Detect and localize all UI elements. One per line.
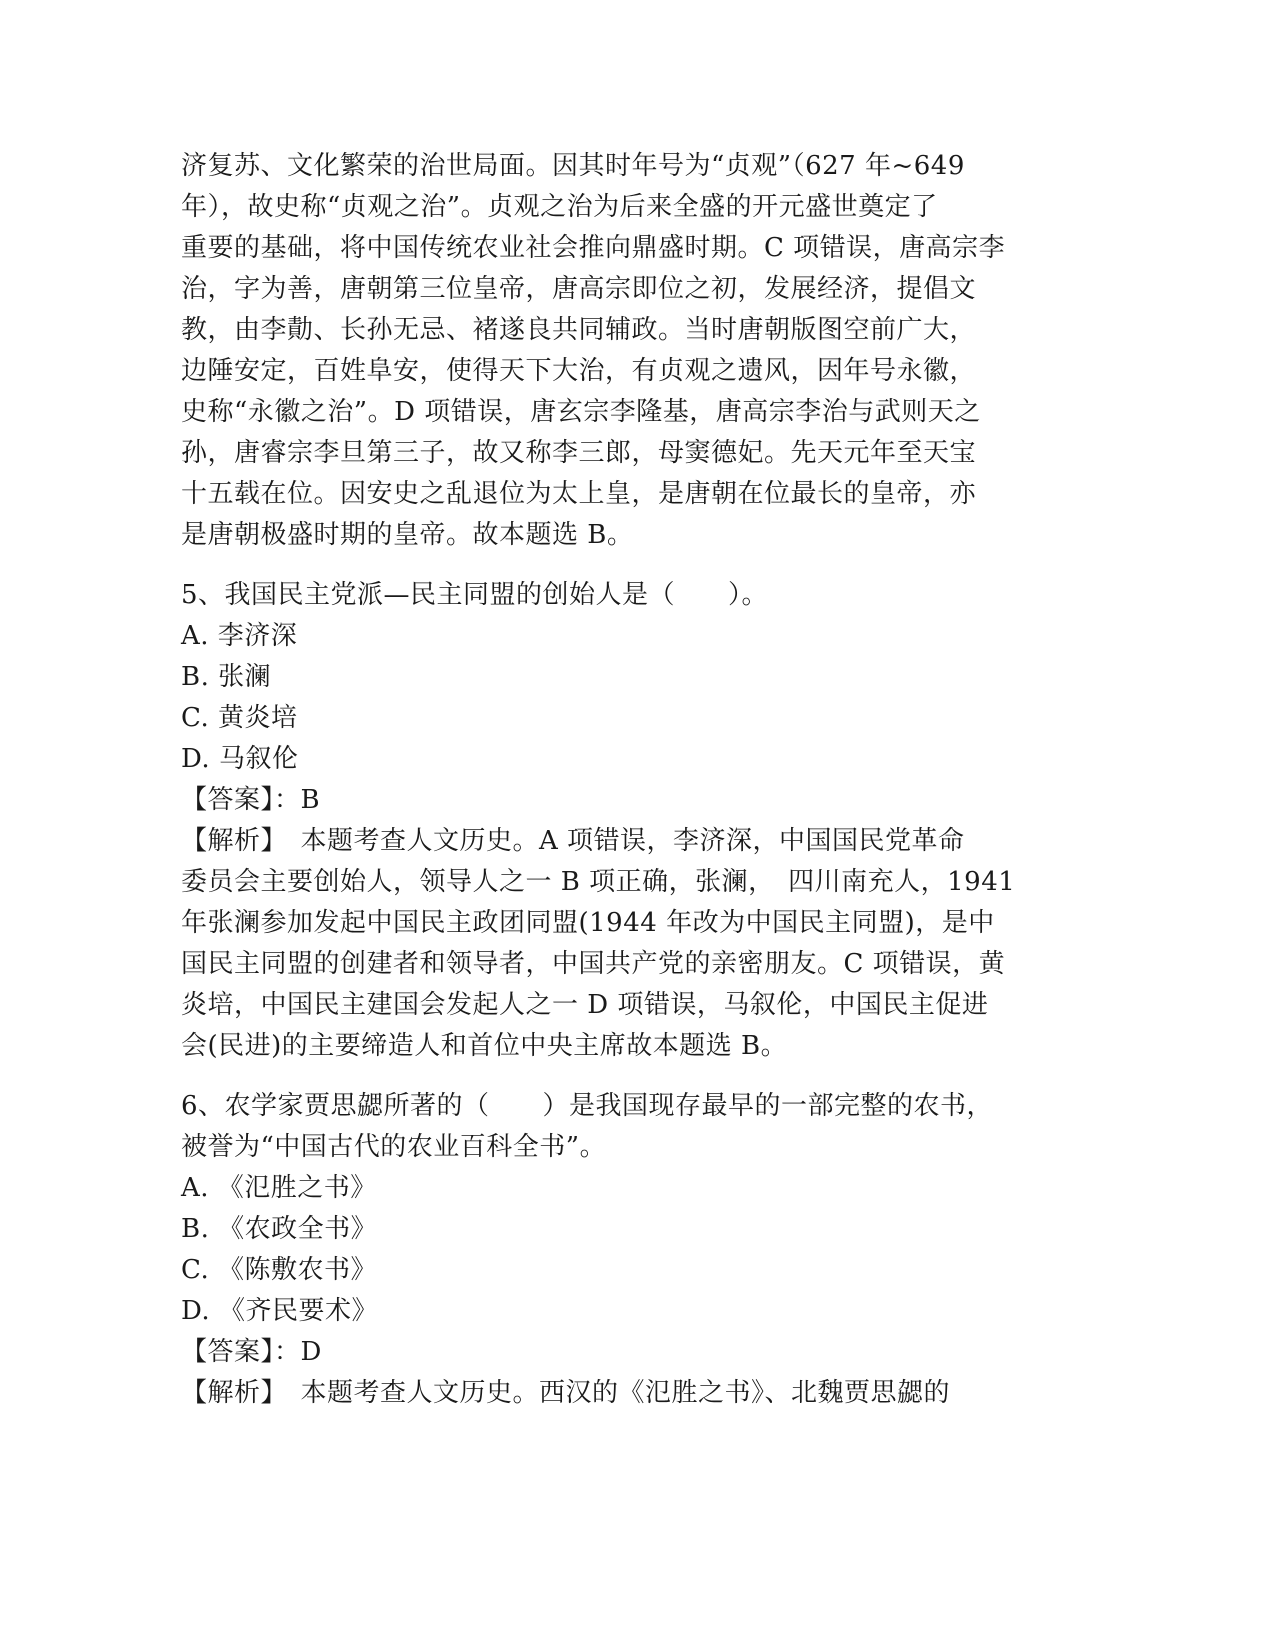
option-a: A. 《氾胜之书》 [181, 1173, 377, 1203]
question-text: 6、农学家贾思勰所著的（ ）是我国现存最早的一部完整的农书， [181, 1091, 994, 1121]
text-line: 边陲安定，百姓阜安，使得天下大治，有贞观之遗风，因年号永徽， [181, 356, 977, 386]
text-line: 十五载在位。因安史之乱退位为太上皇，是唐朝在位最长的皇帝，亦 [181, 479, 977, 509]
question-text: 5、我国民主党派—民主同盟的创始人是（ ）。 [181, 580, 769, 610]
text-line: 年），故史称“贞观之治”。贞观之治为后来全盛的开元盛世奠定了 [181, 192, 938, 222]
analysis-line: 【解析】 本题考查人文历史。西汉的《氾胜之书》、北魏贾思勰的 [181, 1378, 951, 1408]
answer-line: 【答案】：B [181, 785, 321, 815]
analysis-line: 年张澜参加发起中国民主政团同盟(1944 年改为中国民主同盟)，是中 [181, 908, 995, 938]
document-page [181, 146, 1081, 1414]
text-line: 重要的基础，将中国传统农业社会推向鼎盛时期。C 项错误，唐高宗李 [181, 233, 1006, 263]
text-line: 教，由李勣、长孙无忌、褚遂良共同辅政。当时唐朝版图空前广大， [181, 315, 977, 345]
text-line: 济复苏、文化繁荣的治世局面。因其时年号为“贞观”（627 年~649 [181, 151, 965, 181]
option-a: A. 李济深 [181, 621, 298, 651]
option-b: B. 《农政全书》 [181, 1214, 378, 1244]
option-d: D. 《齐民要术》 [181, 1296, 378, 1326]
text-line: 孙，唐睿宗李旦第三子，故又称李三郎，母窦德妃。先天元年至天宝 [181, 438, 977, 468]
analysis-line: 炎培，中国民主建国会发起人之一 D 项错误，马叙伦，中国民主促进 [181, 990, 989, 1020]
spacer [181, 1067, 1081, 1086]
question-6 [181, 1086, 1081, 1414]
question-5 [181, 575, 1081, 1067]
option-c: C. 《陈敷农书》 [181, 1255, 377, 1285]
option-b: B. 张澜 [181, 662, 272, 692]
analysis-line: 委员会主要创始人，领导人之一 B 项正确，张澜， 四川南充人，1941 [181, 867, 1016, 897]
text-line: 治，字为善，唐朝第三位皇帝，唐高宗即位之初，发展经济，提倡文 [181, 274, 977, 304]
analysis-line: 【解析】 本题考查人文历史。A 项错误，李济深，中国国民党革命 [181, 826, 965, 856]
option-c: C. 黄炎培 [181, 703, 298, 733]
question-text: 被誉为“中国古代的农业百科全书”。 [181, 1132, 607, 1162]
analysis-line: 会(民进)的主要缔造人和首位中央主席故本题选 B。 [181, 1031, 788, 1061]
analysis-line: 国民主同盟的创建者和领导者，中国共产党的亲密朋友。C 项错误，黄 [181, 949, 1006, 979]
previous-analysis-continuation [181, 146, 1081, 556]
option-d: D. 马叙伦 [181, 744, 299, 774]
text-line: 史称“永徽之治”。D 项错误，唐玄宗李隆基，唐高宗李治与武则天之 [181, 397, 981, 427]
answer-line: 【答案】：D [181, 1337, 322, 1367]
text-line: 是唐朝极盛时期的皇帝。故本题选 B。 [181, 520, 634, 550]
spacer [181, 556, 1081, 575]
